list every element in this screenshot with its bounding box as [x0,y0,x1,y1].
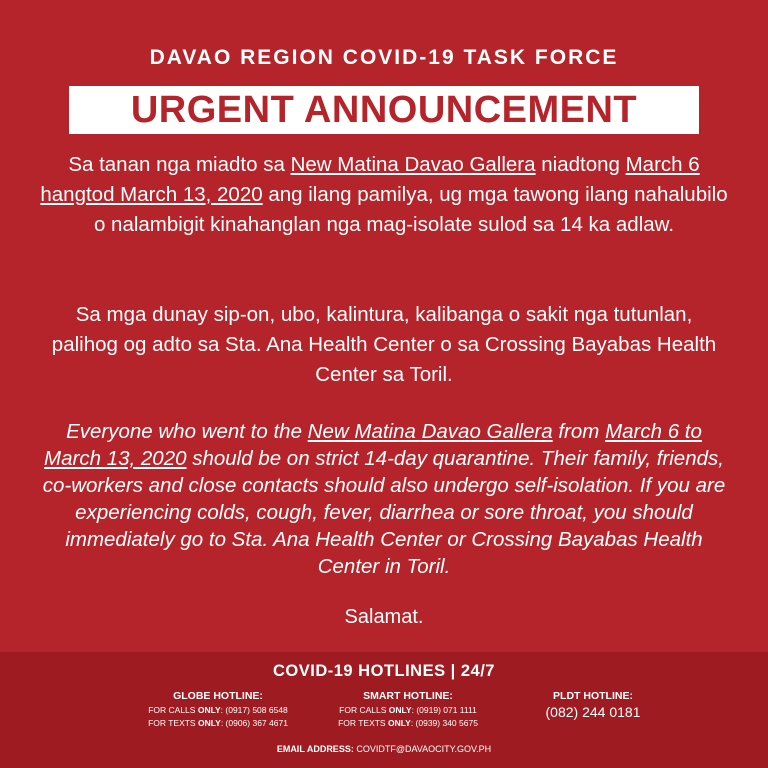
closing-text: Salamat. [344,606,424,628]
pldt-number: (082) 244 0181 [545,704,641,720]
p1-dates: March 6 hangtod March 13, 2020 [40,153,700,206]
pldt-title: PLDT HOTLINE: [553,690,633,702]
p3-text-1: Everyone who went to the [66,420,308,443]
p1-venue: New Matina Davao Gallera [290,153,536,176]
email-address [0,744,768,754]
globe-hotline [118,690,318,730]
globe-title: GLOBE HOTLINE: [173,690,263,702]
email-label: EMAIL ADDRESS: [276,744,354,754]
globe-calls: FOR CALLS ONLY: (0917) 508 6548 [148,705,288,715]
p3-venue: New Matina Davao Gallera [307,420,553,443]
p3-text-3: should be on strict 14-day quarantine. Their family, friends, co-workers and close contacts should also undergo self-isolation. If you are experiencing colds, cough, fever, diarrhea or sore throat, you should immediately go to Sta. Ana Health Center or Crossing Bayabas Health Center in Toril. [42,447,726,578]
globe-texts: FOR TEXTS ONLY: (0906) 367 4671 [148,718,288,728]
smart-calls: FOR CALLS ONLY: (0919) 071 1111 [339,705,477,715]
pldt-hotline [518,690,668,720]
p3-text-2: from [552,420,606,443]
smart-title: SMART HOTLINE: [363,690,453,702]
hotlines-title: COVID-19 HOTLINES | 24/7 [272,662,495,680]
org-title: DAVAO REGION COVID-19 TASK FORCE [149,46,619,69]
p1-text-3: ang ilang pamilya, ug mga tawong ilang nahalubilo o nalambigit kinahanglan nga mag-isolate sulod sa 14 ka adlaw. [93,183,728,236]
hotlines-footer [0,652,768,768]
smart-hotline [318,690,498,730]
smart-texts: FOR TEXTS ONLY: (0939) 340 5675 [338,718,478,728]
email-value: COVIDTF@DAVAOCITY.GOV.PH [353,744,492,754]
p3-dates: March 6 to March 13, 2020 [44,420,702,470]
paragraph-english [40,418,728,580]
p1-text-1: Sa tanan nga miadto sa [68,153,291,176]
paragraph-cebuano-2: Sa mga dunay sip-on, ubo, kalintura, kalibanga o sakit nga tutunlan, palihog og adto sa Sta. Ana Health Center o sa Crossing Bayabas Health Center sa Toril. [51,303,717,386]
paragraph-cebuano-1 [40,150,728,240]
p1-text-2: niadtong [535,153,626,176]
urgent-banner: URGENT ANNOUNCEMENT [69,86,699,134]
